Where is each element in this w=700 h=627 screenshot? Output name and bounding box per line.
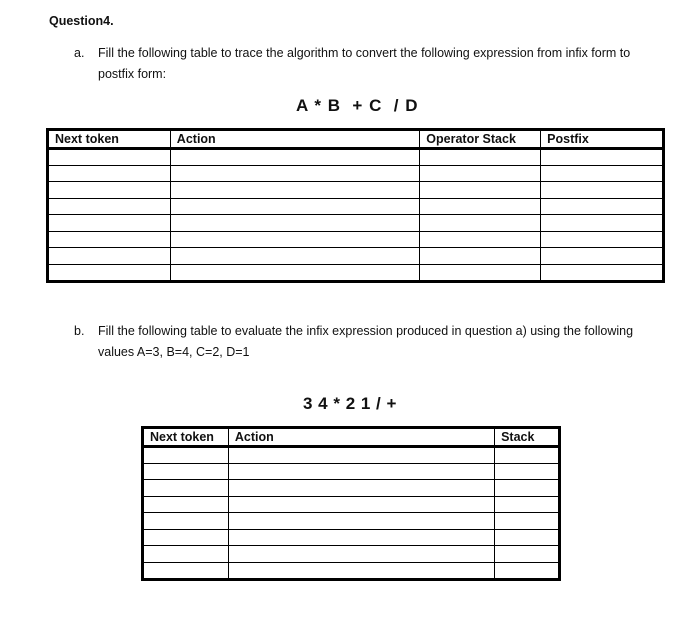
table-cell[interactable]: [541, 149, 663, 166]
table-cell[interactable]: [228, 562, 494, 579]
table-cell[interactable]: [541, 248, 663, 265]
column-header: Operator Stack: [420, 131, 541, 149]
table-cell[interactable]: [495, 529, 559, 546]
table-cell[interactable]: [144, 546, 229, 563]
column-header: Action: [170, 131, 420, 149]
part-a-instruction-block: [74, 43, 674, 87]
table-cell[interactable]: [49, 248, 171, 265]
table-cell[interactable]: [170, 149, 420, 166]
table-row: [144, 546, 559, 563]
table-cell[interactable]: [49, 198, 171, 215]
table-cell[interactable]: [420, 149, 541, 166]
table-header-row: [144, 429, 559, 447]
table-cell[interactable]: [49, 215, 171, 232]
table-cell[interactable]: [144, 513, 229, 530]
table-cell[interactable]: [144, 480, 229, 497]
part-b-instruction-block: [74, 321, 674, 365]
table-cell[interactable]: [541, 215, 663, 232]
table-cell[interactable]: [228, 480, 494, 497]
part-b-expression: 3 4 * 2 1 / +: [303, 394, 397, 413]
part-a-expression: A * B + C / D: [296, 96, 419, 115]
table-row: [144, 529, 559, 546]
column-header: Stack: [495, 429, 559, 447]
part-b-instruction: Fill the following table to evaluate the infix expression produced in question a) using the following values A=3, B=4, C=2, D=1: [98, 324, 634, 359]
table-cell[interactable]: [49, 264, 171, 281]
table-body: [49, 149, 663, 281]
table-cell[interactable]: [420, 248, 541, 265]
table-cell[interactable]: [541, 182, 663, 199]
table-cell[interactable]: [420, 182, 541, 199]
question-title: Question4.: [49, 14, 114, 28]
table-row: [49, 165, 663, 182]
table-cell[interactable]: [228, 463, 494, 480]
table-cell[interactable]: [144, 463, 229, 480]
column-header: Postfix: [541, 131, 663, 149]
table-cell[interactable]: [228, 447, 494, 464]
table-cell[interactable]: [49, 231, 171, 248]
table-row: [49, 248, 663, 265]
table-cell[interactable]: [49, 149, 171, 166]
table-cell[interactable]: [228, 529, 494, 546]
table-cell[interactable]: [420, 165, 541, 182]
table-cell[interactable]: [170, 165, 420, 182]
table-row: [144, 496, 559, 513]
column-header: Next token: [49, 131, 171, 149]
table-cell[interactable]: [420, 198, 541, 215]
postfix-evaluation-table: [143, 428, 559, 579]
table-cell[interactable]: [495, 447, 559, 464]
table-row: [49, 231, 663, 248]
table-cell[interactable]: [495, 562, 559, 579]
table-cell[interactable]: [144, 447, 229, 464]
table-cell[interactable]: [541, 264, 663, 281]
table-row: [144, 480, 559, 497]
table-row: [144, 513, 559, 530]
table-cell[interactable]: [495, 480, 559, 497]
table-cell[interactable]: [170, 231, 420, 248]
table-cell[interactable]: [49, 182, 171, 199]
table-row: [49, 215, 663, 232]
table-cell[interactable]: [420, 215, 541, 232]
table-cell[interactable]: [170, 198, 420, 215]
table-cell[interactable]: [420, 264, 541, 281]
table-cell[interactable]: [495, 513, 559, 530]
table-cell[interactable]: [228, 546, 494, 563]
table-cell[interactable]: [495, 546, 559, 563]
table-row: [49, 182, 663, 199]
table-cell[interactable]: [228, 496, 494, 513]
table-cell[interactable]: [170, 264, 420, 281]
part-b-marker: b.: [74, 324, 85, 338]
table-cell[interactable]: [170, 182, 420, 199]
part-a-marker: a.: [74, 46, 85, 60]
table-header-row: [49, 131, 663, 149]
table-cell[interactable]: [228, 513, 494, 530]
table-cell[interactable]: [170, 215, 420, 232]
table-body: [144, 447, 559, 579]
table-row: [144, 447, 559, 464]
column-header: Action: [228, 429, 494, 447]
part-a-instruction: Fill the following table to trace the algorithm to convert the following expression from infix form to postfix form:: [98, 46, 631, 81]
table-cell[interactable]: [541, 198, 663, 215]
table-row: [49, 149, 663, 166]
table-cell[interactable]: [420, 231, 541, 248]
table-row: [144, 562, 559, 579]
table-cell[interactable]: [144, 496, 229, 513]
column-header: Next token: [144, 429, 229, 447]
table-row: [49, 198, 663, 215]
table-cell[interactable]: [541, 231, 663, 248]
table-cell[interactable]: [541, 165, 663, 182]
table-row: [49, 264, 663, 281]
table-cell[interactable]: [170, 248, 420, 265]
table-cell[interactable]: [495, 463, 559, 480]
table-cell[interactable]: [49, 165, 171, 182]
table-cell[interactable]: [144, 562, 229, 579]
table-cell[interactable]: [144, 529, 229, 546]
table-row: [144, 463, 559, 480]
table-cell[interactable]: [495, 496, 559, 513]
infix-to-postfix-table: [48, 130, 663, 281]
